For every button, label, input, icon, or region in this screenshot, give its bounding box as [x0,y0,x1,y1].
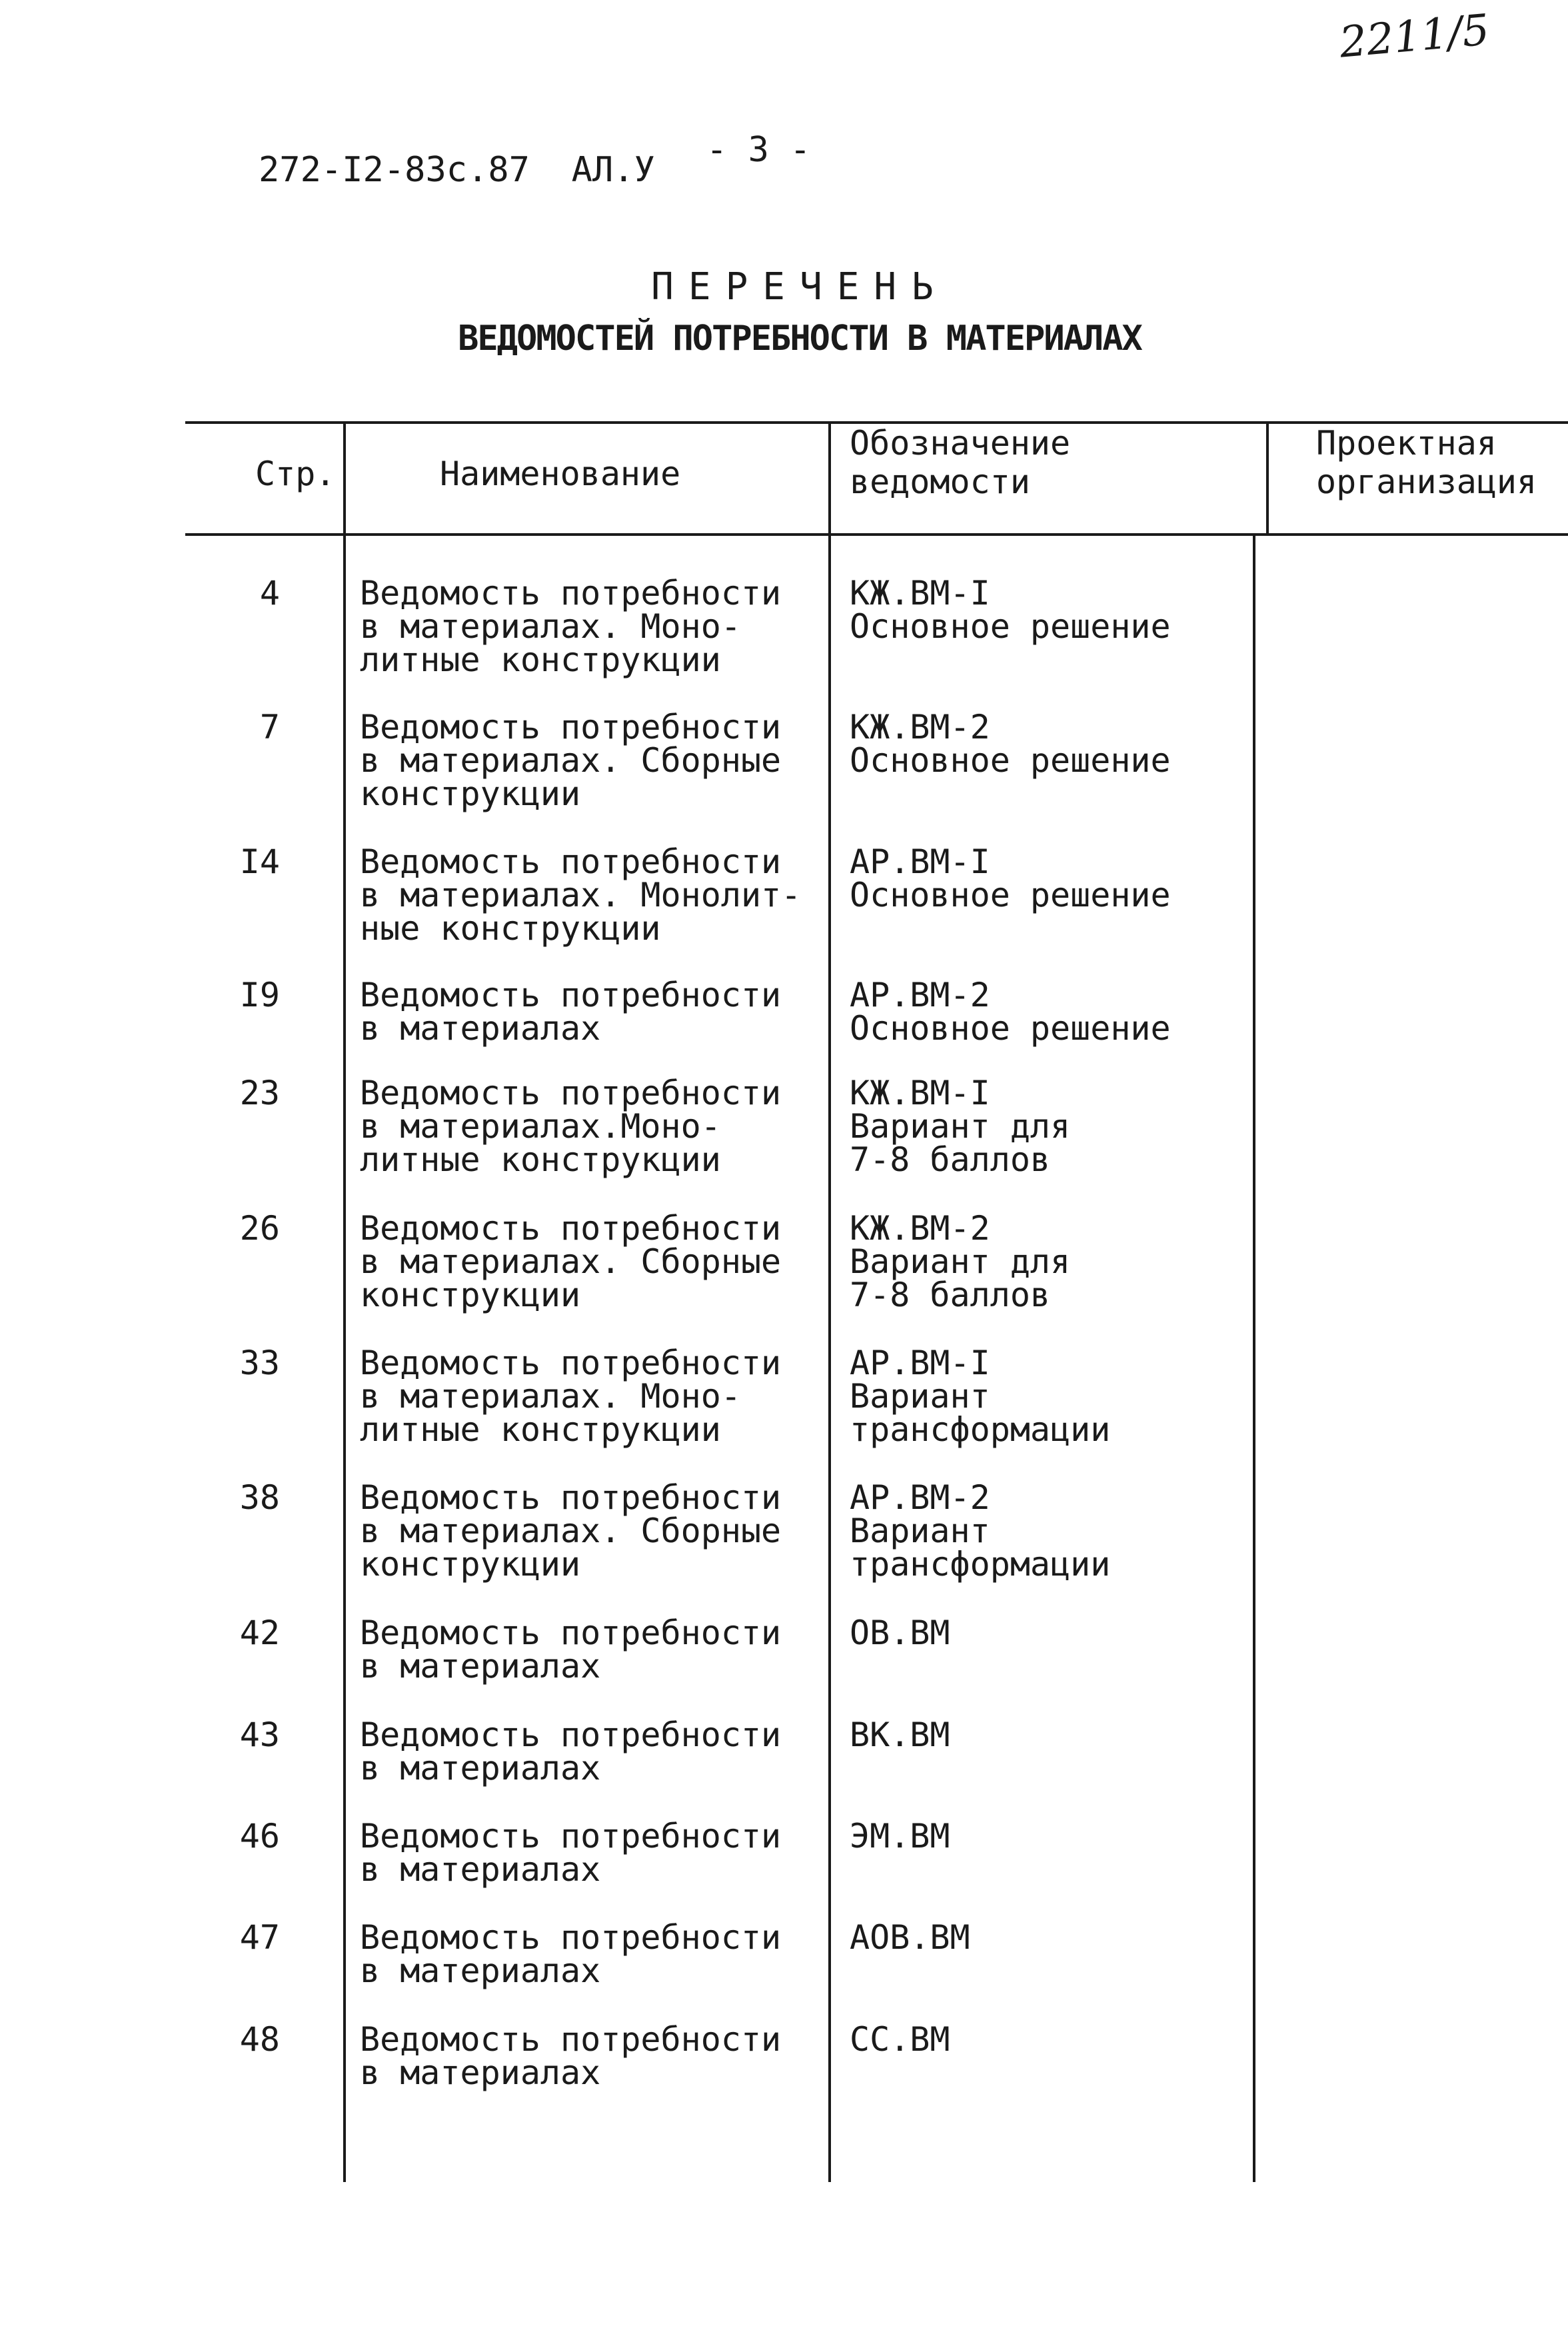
row-page: 4 [259,574,280,612]
row-designation: АР.ВМ-I Вариант трансформации [850,1344,1111,1449]
row-designation: КЖ.ВМ-I Вариант для 7-8 баллов [850,1074,1071,1179]
row-name: Ведомость потребности в материалах. Моно- литные конструкции [360,574,782,679]
row-name: Ведомость потребности в материалах [360,1716,782,1787]
row-page: I4 [239,842,280,881]
row-designation: АОВ.ВМ [850,1918,970,1957]
row-designation: СС.ВМ [850,2020,950,2059]
document-subtitle: ВЕДОМОСТЕЙ ПОТРЕБНОСТИ В МАТЕРИАЛАХ [458,319,1142,359]
row-designation: ВК.ВМ [850,1716,950,1754]
column-divider [1266,423,1269,533]
row-designation: АР.ВМ-2 Основное решение [850,976,1171,1048]
column-divider [1253,533,1255,2182]
row-designation: КЖ.ВМ-2 Вариант для 7-8 баллов [850,1209,1071,1314]
row-page: 38 [239,1478,280,1517]
page-number: - 3 - [706,130,811,170]
row-page: 7 [259,708,280,746]
row-page: 42 [239,1614,280,1652]
row-page: 33 [239,1344,280,1382]
row-designation: КЖ.ВМ-2 Основное решение [850,708,1171,780]
row-designation: ЭМ.ВМ [850,1817,950,1855]
row-designation: АР.ВМ-I Основное решение [850,842,1171,914]
handwritten-archive-number: 2211/5 [1337,5,1491,68]
header-organization: Проектная организация [1316,424,1537,501]
column-divider [828,423,831,2182]
row-designation: КЖ.ВМ-I Основное решение [850,574,1171,646]
row-name: Ведомость потребности в материалах [360,1614,782,1686]
row-name: Ведомость потребности в материалах [360,2020,782,2092]
header-designation: Обозначение ведомости [850,424,1071,501]
row-page: 26 [239,1209,280,1248]
row-name: Ведомость потребности в материалах [360,1918,782,1990]
row-page: I9 [239,976,280,1014]
column-divider [343,423,346,2182]
row-name: Ведомость потребности в материалах. Сборные конструкции [360,708,782,813]
row-page: 43 [239,1716,280,1754]
row-name: Ведомость потребности в материалах [360,976,782,1048]
row-page: 46 [239,1817,280,1855]
header-page: Стр. [255,455,336,493]
document-code: 272-I2-83с.87 АЛ.У [259,150,655,190]
row-name: Ведомость потребности в материалах. Монолит- ные конструкции [360,842,802,948]
row-designation: ОВ.ВМ [850,1614,950,1652]
row-page: 47 [239,1918,280,1957]
row-name: Ведомость потребности в материалах. Моно- литные конструкции [360,1344,782,1449]
row-name: Ведомость потребности в материалах.Моно- литные конструкции [360,1074,782,1179]
row-name: Ведомость потребности в материалах. Сборные конструкции [360,1209,782,1314]
row-name: Ведомость потребности в материалах. Сборные конструкции [360,1478,782,1584]
row-name: Ведомость потребности в материалах [360,1817,782,1889]
header-name: Наименование [440,455,681,493]
row-designation: АР.ВМ-2 Вариант трансформации [850,1478,1111,1584]
row-page: 23 [239,1074,280,1112]
row-page: 48 [239,2020,280,2059]
document-title: ПЕРЕЧЕНЬ [651,265,948,309]
table-header-rule [185,533,1568,536]
